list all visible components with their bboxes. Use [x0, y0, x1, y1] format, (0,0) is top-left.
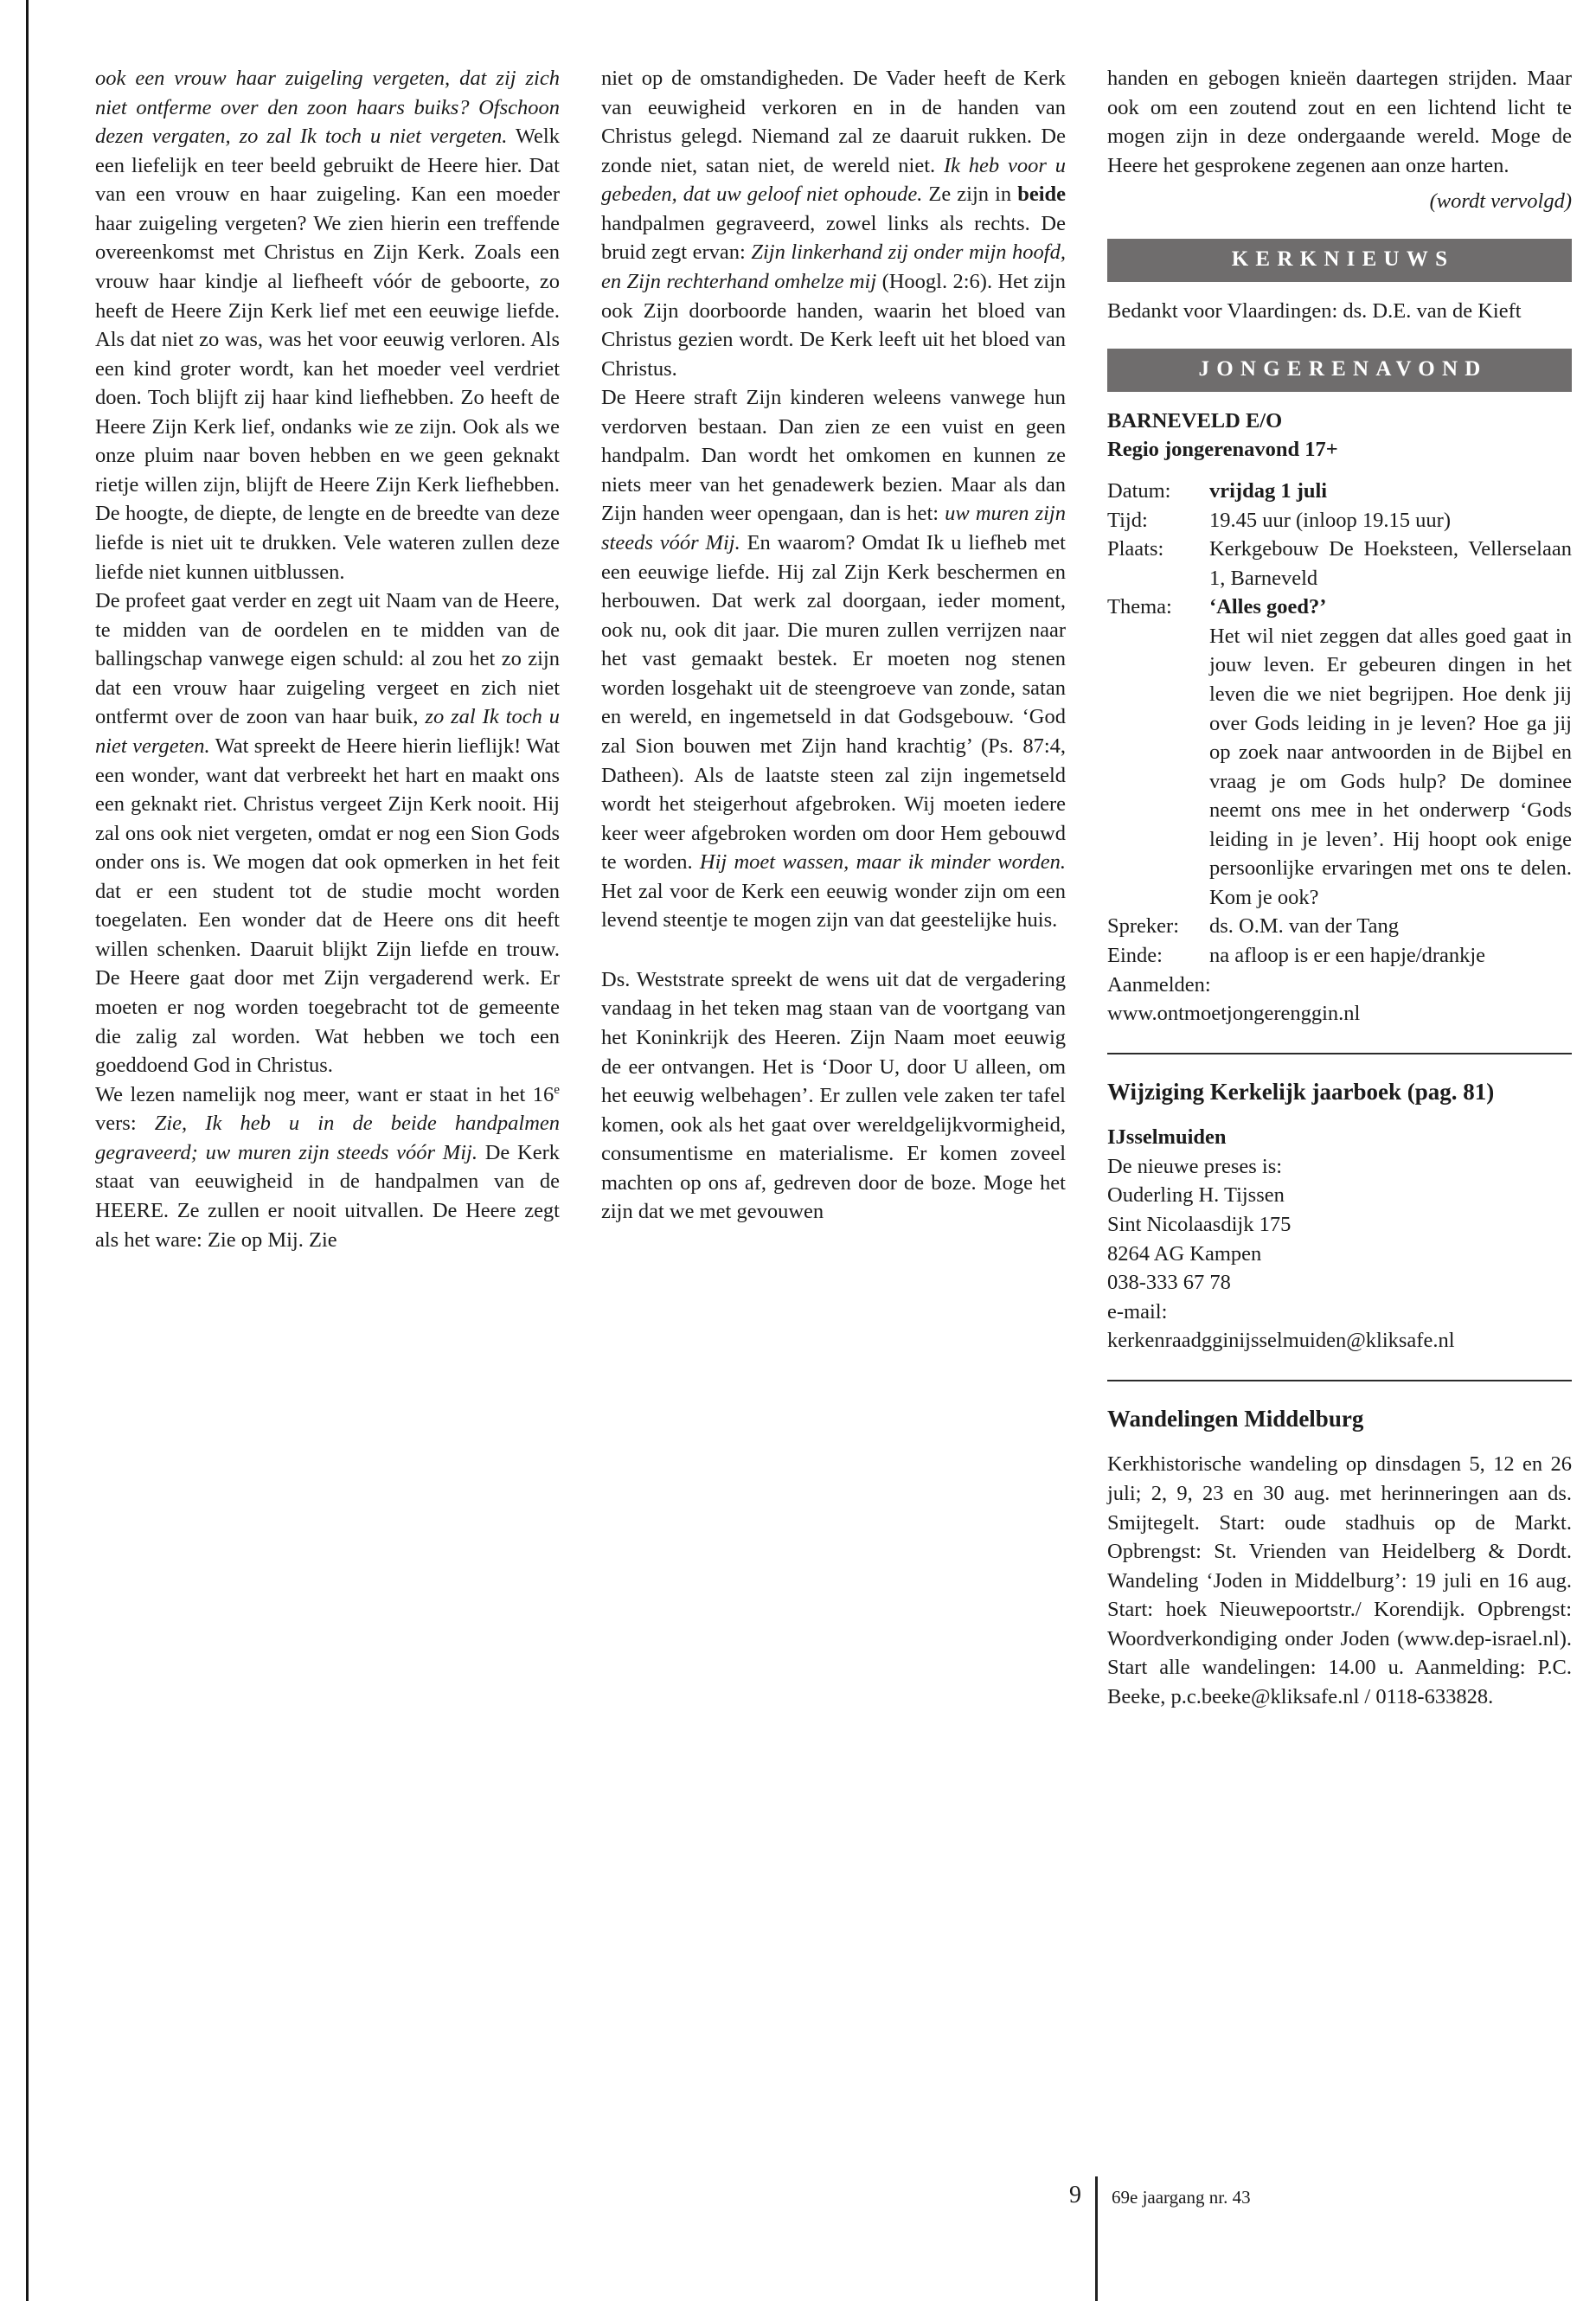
paragraph: De profeet gaat verder en zegt uit Naam van de Heere, te midden van de oordelen en te midden van de ballingschap vanwege eigen schuld: al zou het zo zijn dat een vrouw haar zuigeling vergeet en zich niet ontfermt over de zoon van haar buik, zo zal Ik toch u niet vergeten. Wat spreekt de Heere hierin lieflijk! Wat een wonder, want dat verbreekt het hart en maakt ons een geknakt riet. Christus vergeet Zijn Kerk nooit. Hij zal ons ook niet vergeten, omdat er nog een Sion Gods onder ons is. We mogen dat ook opmerken in het feit dat er een student tot de studie mocht worden toegelaten. Een wonder dat de Heere ons dit heeft willen schenken. Daaruit blijkt Zijn liefde en trouw. De Heere gaat door met Zijn vergaderend werk. Er moeten er nog worden toegebracht tot de gemeente die zalig zal worden. Wat hebben we toch een goeddoend God in Christus.	[95, 589, 561, 1078]
info-row	[1107, 506, 1572, 535]
paragraph: ook een vrouw haar zuigeling vergeten, dat zij zich niet ontferme over den zoon haars buiks? Ofschoon dezen vergaten, zo zal Ik toch u niet vergeten. Welk een liefelijk en teer beeld gebruikt de Heere hier. Dat van een vrouw en haar zuigeling. Kan een moeder haar zuigeling vergeten? We zien hierin een treffende overeenkomst met Christus en Zijn Kerk. Zoals een vrouw haar kindje al liefheeft vóór de geboorte, zo heeft de Heere Zijn Kerk lief met een eeuwige liefde. Als dat niet zo was, was het voor eeuwig verloren. Als een kind groter wordt, kan het moeder veel verdriet doen. Toch blijft zij haar kind liefhebben. Zo heeft de Heere Zijn Kerk lief, ondanks wie ze zijn. Ook als we onze pluim naar boven hebben en we geen geknakt rietje willen zijn, blijft de Heere Zijn Kerk liefhebben. De hoogte, de diepte, de lengte en de breedte van deze liefde is niet uit te drukken. Vele wateren zullen deze liefde niet kunnen uitblussen.	[95, 67, 560, 584]
text-line: Ouderling H. Tijssen	[1107, 1183, 1285, 1208]
section-header-kerknieuws: KERKNIEUWS	[1107, 239, 1572, 282]
info-label: Tijd:	[1107, 508, 1148, 532]
sub-heading: Wandelingen Middelburg	[1107, 1405, 1364, 1432]
text-line: 038-333 67 78	[1107, 1271, 1231, 1295]
italic-text: Zie, Ik heb u in de beide handpalmen gegraveerd; uw muren zijn steeds vóór Mij.	[95, 1112, 561, 1164]
info-description: Het wil niet zeggen dat alles goed gaat in jouw leven. Er gebeuren dingen in het leven die we niet begrijpen. Hoe denk jij over Gods leiding in je leven? Hoe ga jij op zoek naar antwoorden in de Bijbel en vraag je om Gods hulp? De dominee neemt ons mee in het onderwerp ‘Gods leiding in je leven’. Hij hoopt ook enige persoonlijke ervaringen met ons te delen. Kom je ook?	[1209, 624, 1572, 909]
text-line: www.ontmoetjongerenggin.nl	[1107, 1002, 1361, 1026]
bold-line: BARNEVELD E/O	[1107, 408, 1283, 433]
info-value	[1209, 593, 1572, 622]
left-margin-rule	[26, 0, 29, 2301]
info-value: na afloop is er een hapje/drankje	[1209, 944, 1486, 967]
paragraph: De Heere straft Zijn kinderen weleens vanwege hun verdorven bestaan. Dan zien ze een vuist en geen handpalm. Dan wordt het omkomen en kunnen ze niets meer van het genadewerk bezien. Maar als dan Zijn handen weer opengaan, dan is het: uw muren zijn steeds vóór Mij. En waarom? Omdat Ik u liefheb met een eeuwige liefde. Hij zal Zijn Kerk beschermen en herbouwen. Dat werk zal doorgaan, ieder moment, ook nu, ook dit jaar. Die muren zullen verrijzen naar het vast gemaakt bestek. Er moeten nog stenen worden losgehakt uit de steengroeve van zonde, satan en wereld, en ingemetseld in dat Godsgebouw. ‘God zal Sion bouwen met Zijn hand krachtig’ (Ps. 87:4, Datheen). Als de laatste steen zal zijn ingemetseld wordt het steigerhout afgebroken. Wij moeten iedere keer weer afgebroken worden om door Hem gebouwd te worden. Hij moet wassen, maar ik minder worden. Het zal voor de Kerk een eeuwig wonder zijn om een levend steentje te mogen zijn van dat geestelijke huis.	[601, 386, 1066, 933]
info-label: Spreker:	[1107, 914, 1179, 939]
bold-line: IJsselmuiden	[1107, 1125, 1227, 1150]
paragraph: niet op de omstandigheden. De Vader heeft de Kerk van eeuwigheid verkoren en in de handen van Christus gelegd. Niemand zal ze daaruit rukken. De zonde niet, satan niet, de wereld niet. Ik heb voor u gebeden, dat uw geloof niet ophoude. Ze zijn in beide handpalmen gegraveerd, zowel links als rechts. De bruid zegt ervan: Zijn linkerhand zij onder mijn hoofd, en Zijn rechterhand omhelze mij (Hoogl. 2:6). Het zijn ook Zijn doorboorde handen, waarin het bloed van Christus gezien wordt. De Kerk leeft uit het bloed van Christus.	[601, 67, 1066, 381]
paragraph: Bedankt voor Vlaardingen: ds. D.E. van de Kieft	[1107, 299, 1522, 324]
italic-text: (wordt vervolgd)	[1429, 189, 1572, 214]
divider-rule	[1107, 1053, 1572, 1054]
text-line: e-mail:	[1107, 1299, 1168, 1324]
paragraph: Kerkhistorische wandeling op dinsdagen 5, 12 en 26 juli; 2, 9, 23 en 30 aug. met herinneringen aan ds. Smijtegelt. Start: oude stadhuis op de Markt. Opbrengst: St. Vrienden van Heidelberg & Dordt. Wandeling ‘Joden in Middelburg’: 19 juli en 16 aug. Start: hoek Nieuwepoortstr./ Korendijk. Opbrengst: Woordverkondiging onder Joden (www.dep-israel.nl). Start alle wandelingen: 14.00 u. Aanmelding: P.C. Beeke, p.c.beeke@kliksafe.nl / 0118-633828.	[1107, 1452, 1572, 1708]
paragraph: Ds. Weststrate spreekt de wens uit dat de vergadering vandaag in het teken mag staan van de voortgang van het Koninkrijk des Heeren. Zijn Naam moet eeuwig de eer ontvangen. Het is ‘Door U, door U alleen, om het eeuwig welbehagen’. Er zullen vele zaken ter tafel komen, ook als het gaat over wereldgelijkvormigheid, consumentisme en materialisme. Er komen zoveel machten op ons af, gedreven door de boze. Moge het zijn dat we met gevouwen	[601, 967, 1066, 1224]
column-1	[95, 64, 560, 1712]
italic-text: zo zal Ik toch u niet vergeten.	[95, 705, 561, 758]
spacer	[1107, 465, 1572, 477]
info-label: Datum:	[1107, 479, 1171, 503]
italic-text: uw muren zijn steeds vóór Mij.	[601, 502, 1066, 554]
italic-text: Ik heb voor u gebeden, dat uw geloof niet ophoude.	[601, 153, 1066, 207]
info-row	[1107, 593, 1572, 622]
text-line: kerkenraadgginijsselmuiden@kliksafe.nl	[1107, 1329, 1455, 1353]
info-value: Kerkgebouw De Hoeksteen, Vellerselaan 1, Barneveld	[1209, 537, 1572, 590]
divider-rule	[1107, 1380, 1572, 1381]
italic-text: ook een vrouw haar zuigeling vergeten, dat zij zich niet ontferme over den zoon haars buiks? Ofschoon dezen vergaten, zo zal Ik toch u niet vergeten.	[95, 67, 560, 149]
section-header-jongerenavond: JONGERENAVOND	[1107, 349, 1572, 392]
info-value: 19.45 uur (inloop 19.15 uur)	[1209, 508, 1451, 532]
footer-divider	[1095, 2176, 1098, 2301]
column-2	[601, 64, 1066, 1712]
bold-line: Regio jongerenavond 17+	[1107, 438, 1338, 462]
bold-text: beide	[1017, 183, 1066, 207]
italic-text: Hij moet wassen, maar ik minder worden.	[699, 850, 1066, 875]
italic-text: Zijn linkerhand zij onder mijn hoofd, en Zijn rechterhand omhelze mij	[601, 240, 1066, 293]
info-label: Thema:	[1107, 595, 1172, 619]
continued-note	[1107, 187, 1572, 216]
bold-text: ‘Alles goed?’	[1209, 595, 1327, 619]
info-row	[1107, 477, 1572, 506]
info-row	[1107, 912, 1572, 941]
text-line: 8264 AG Kampen	[1107, 1241, 1262, 1266]
sub-heading: Wijziging Kerkelijk jaarboek (pag. 81)	[1107, 1078, 1495, 1105]
info-label: Plaats:	[1107, 537, 1164, 561]
info-value	[1209, 477, 1572, 506]
info-row	[1107, 941, 1572, 971]
text-line: De nieuwe preses is:	[1107, 1154, 1283, 1178]
page-footer	[1019, 2176, 1251, 2301]
edition-label: 69e jaargang nr. 43	[1112, 2187, 1251, 2208]
page-number: 9	[1069, 2182, 1081, 2208]
info-label: Einde:	[1107, 944, 1163, 967]
info-value: ds. O.M. van der Tang	[1209, 914, 1399, 939]
paragraph: We lezen namelijk nog meer, want er staat in het 16e vers: Zie, Ik heb u in de beide handpalmen gegraveerd; uw muren zijn steeds vóór Mij. De Kerk staat van eeuwigheid in de handpalmen van de HEERE. Ze zullen er nooit uitvallen. De Heere zegt als het ware: Zie op Mij. Zie	[95, 1081, 561, 1252]
paragraph: handen en gebogen knieën daartegen strijden. Maar ook om een zoutend zout en een lichtend licht te mogen zijn in deze ondergaande wereld. Moge de Heere het gesprokene zegenen aan onze harten.	[1107, 67, 1572, 177]
superscript-text: e	[554, 1081, 560, 1097]
column-3	[1107, 64, 1572, 1712]
info-row	[1107, 535, 1572, 593]
text-line: Aanmelden:	[1107, 972, 1211, 997]
text-line: Sint Nicolaasdijk 175	[1107, 1213, 1292, 1236]
article-columns	[95, 64, 1572, 1712]
bold-text: vrijdag 1 juli	[1209, 479, 1328, 503]
